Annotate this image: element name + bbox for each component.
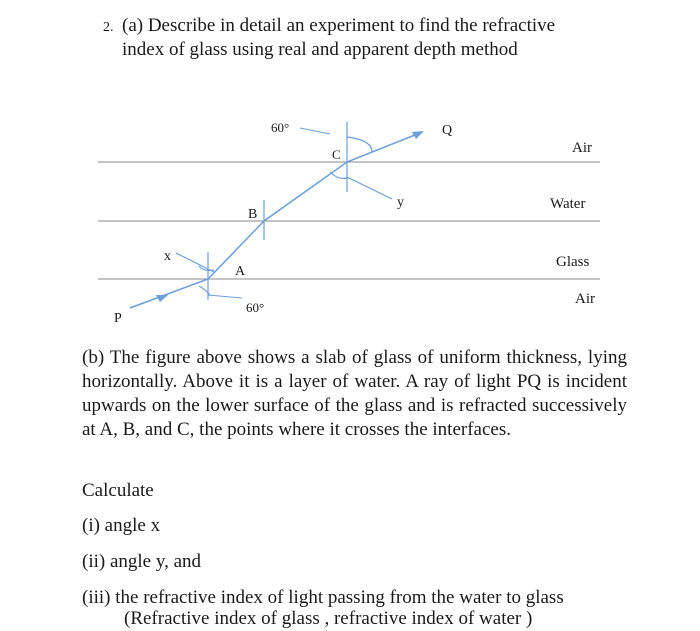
calc-note: (Refractive index of glass , refractive index of water ) (124, 608, 533, 629)
question-number: 2. (103, 20, 114, 35)
label-air-top: Air (572, 140, 592, 156)
top-angle-leader (300, 128, 330, 134)
calculate-heading: Calculate (82, 480, 154, 501)
label-water: Water (550, 196, 586, 212)
label-point-p: P (114, 311, 122, 326)
label-glass: Glass (556, 254, 590, 270)
label-bottom-angle: 60° (246, 300, 265, 315)
part-b-text: (b) The figure above shows a slab of glass of uniform thickness, lying horizontally. Above it is a layer of water. A ray of light PQ is incident upwards on the lower surface of the glass and is refracted successively at A, B, and C, the points where it crosses the interfaces. (82, 347, 627, 440)
label-point-a: A (235, 264, 246, 279)
part-a-line-2: index of glass using real and apparent depth method (122, 39, 518, 60)
label-point-b: B (248, 207, 258, 222)
ray-arrow-upper (412, 131, 424, 139)
refraction-diagram-svg (0, 100, 700, 340)
part-a-line-1: (a) Describe in detail an experiment to find the refractive (122, 15, 556, 36)
label-point-c: C (332, 147, 341, 162)
label-angle-y: y (397, 195, 404, 210)
angle-arc-top (347, 137, 372, 152)
label-point-q: Q (442, 123, 453, 138)
bottom-angle-leader (208, 295, 242, 298)
label-angle-x: x (164, 249, 171, 264)
refraction-diagram (0, 100, 700, 340)
angle-y-line (347, 177, 392, 199)
ray-arrow-lower (156, 295, 168, 302)
calc-item-2: (ii) angle y, and (82, 551, 202, 572)
calc-item-1: (i) angle x (82, 515, 161, 536)
calc-item-3: (iii) the refractive index of light passing from the water to glass (82, 587, 564, 608)
label-top-angle: 60° (271, 120, 290, 135)
label-air-bottom: Air (575, 291, 595, 307)
